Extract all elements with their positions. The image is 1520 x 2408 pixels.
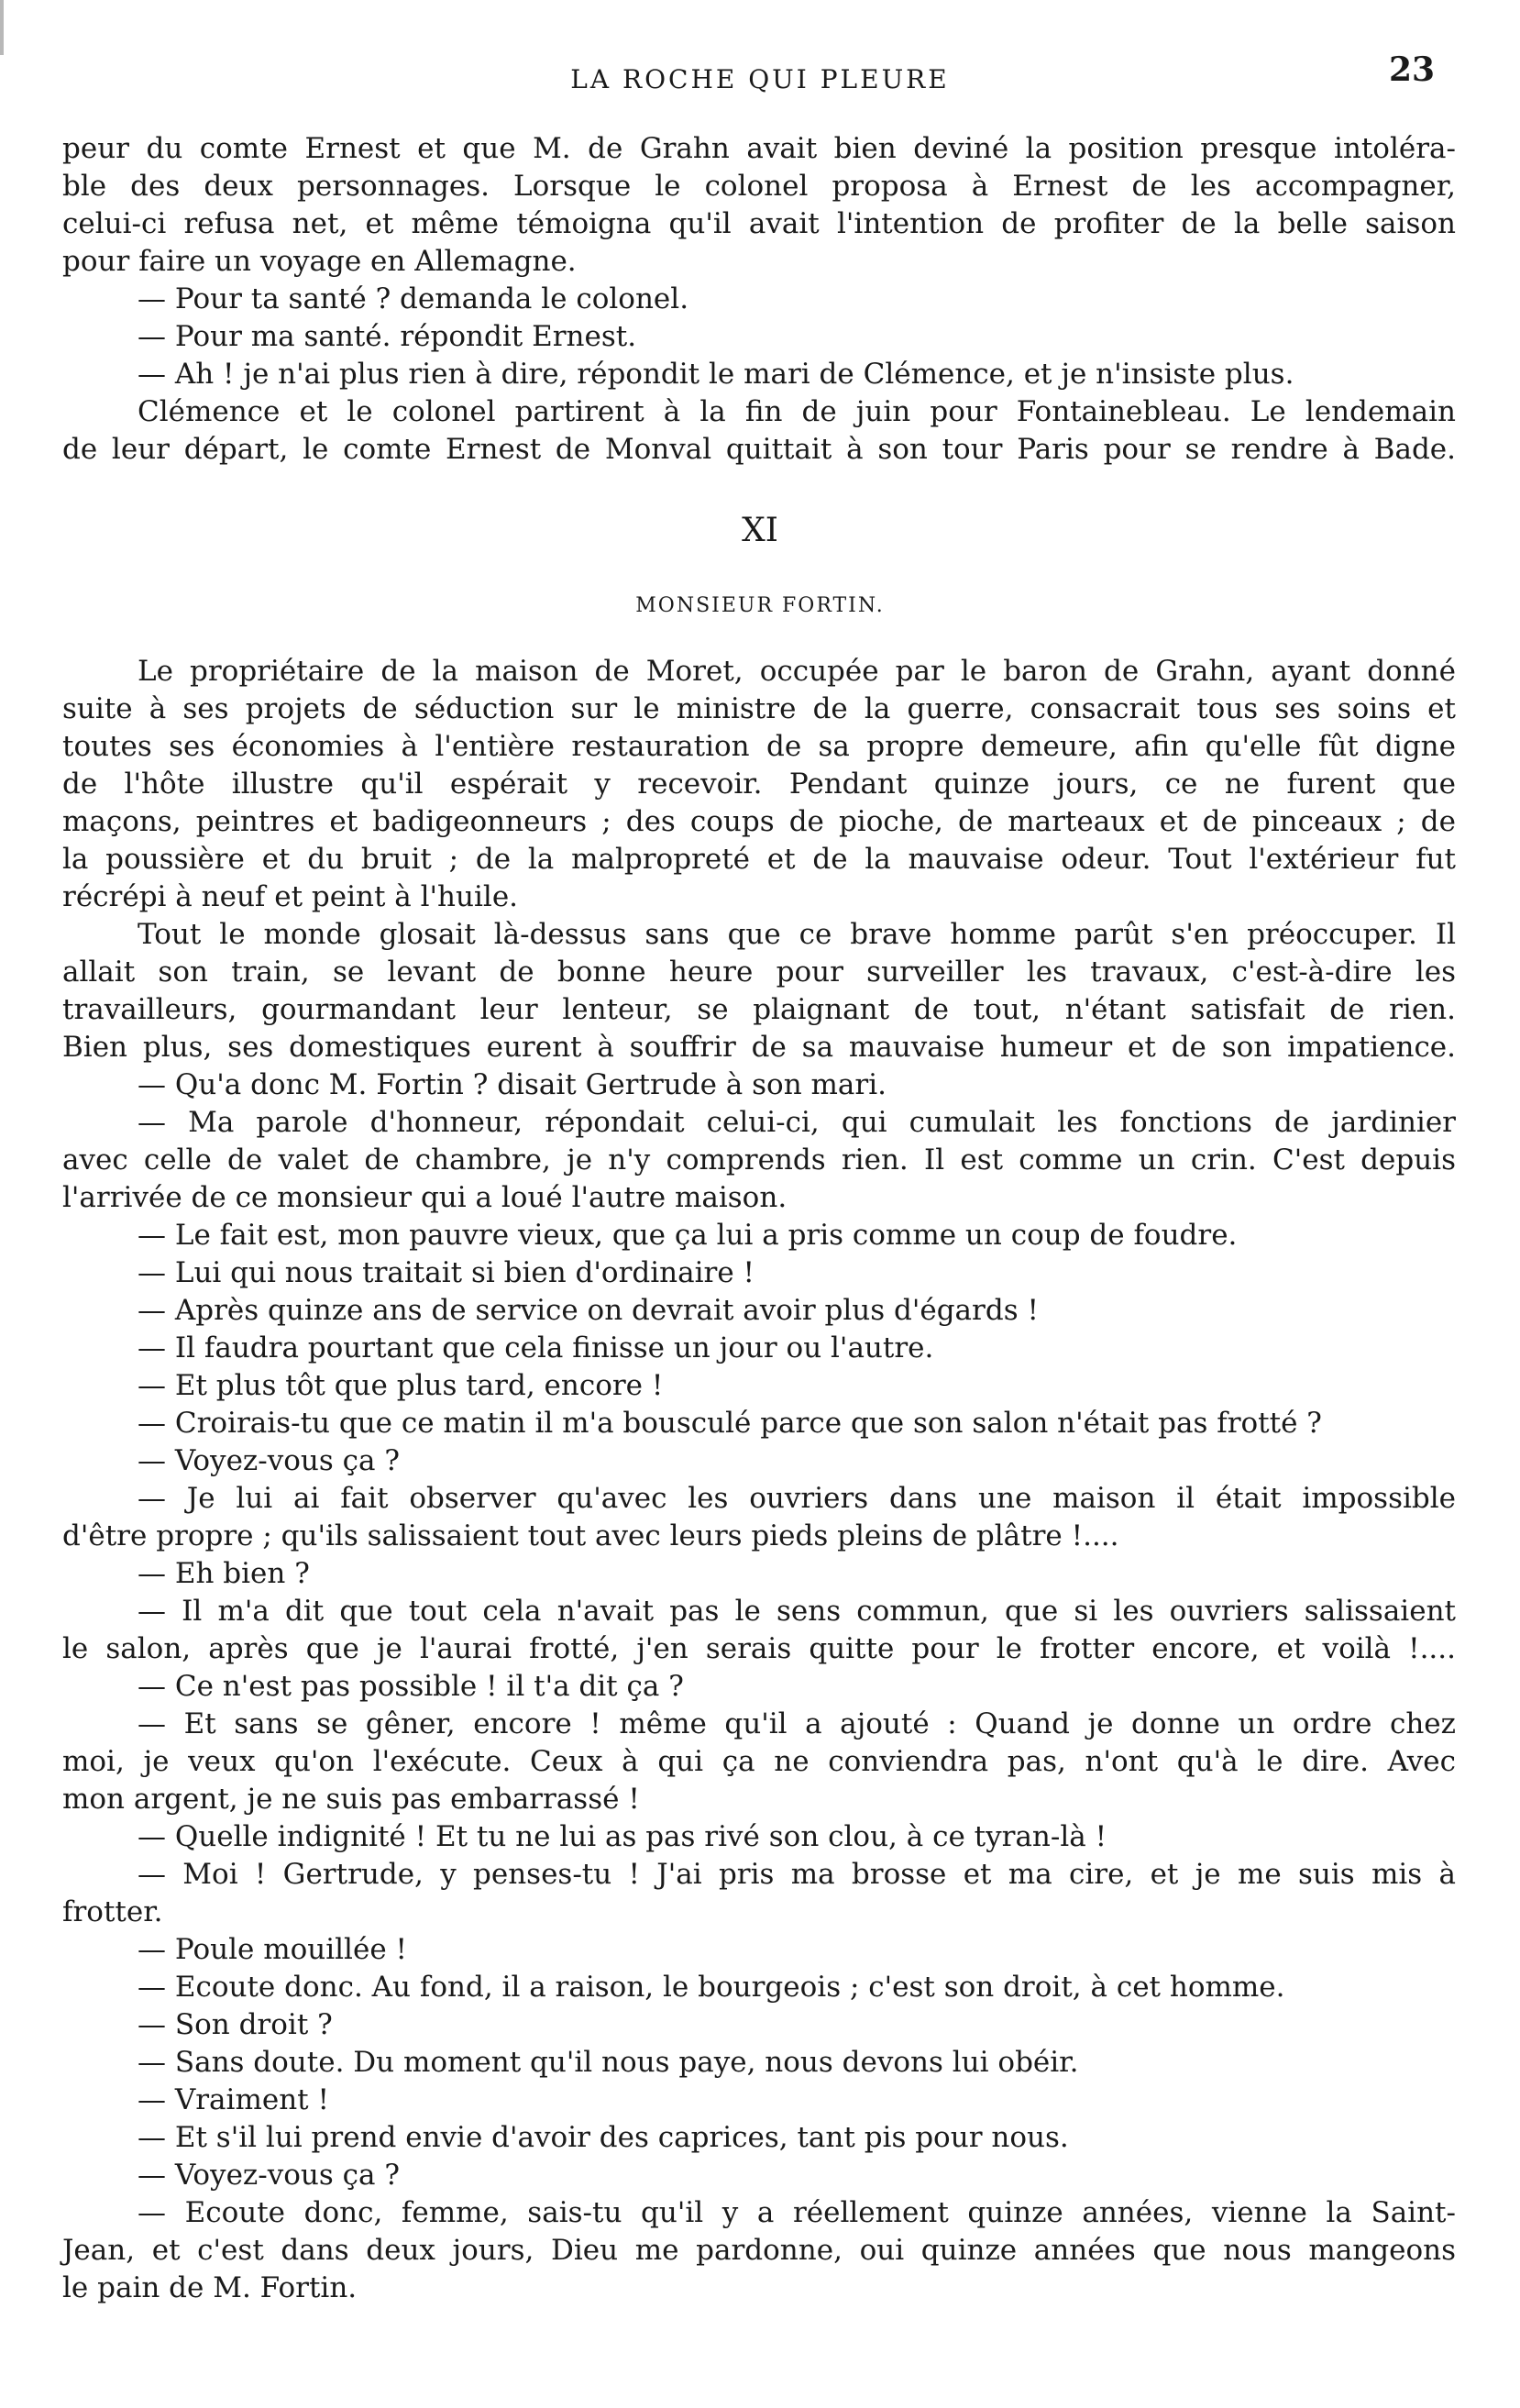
- text-line: allait son train, se levant de bonne heure pour surveiller les travaux, c'est-à-dire les: [62, 955, 1456, 989]
- text-line: — Croirais-tu que ce matin il m'a bousculé parce que son salon n'était pas frotté ?: [138, 1407, 1322, 1440]
- text-block-chapter: [62, 653, 1456, 2307]
- text-line: le pain de M. Fortin.: [62, 2271, 358, 2304]
- page-number: 23: [1389, 50, 1436, 89]
- text-line: travailleurs, gourmandant leur lenteur, se plaignant de tout, n'étant satisfait de rien.: [62, 993, 1456, 1026]
- text-line: — Ce n'est pas possible ! il t'a dit ça ?: [138, 1670, 684, 1703]
- text-line: — Sans doute. Du moment qu'il nous paye, nous devons lui obéir.: [138, 2046, 1079, 2079]
- text-line: Clémence et le colonel partirent à la fin de juin pour Fontainebleau. Le lendemain: [138, 395, 1456, 428]
- text-line: — Ecoute donc. Au fond, il a raison, le bourgeois ; c'est son droit, à cet homme.: [138, 1971, 1285, 2004]
- text-line: récrépi à neuf et peint à l'huile.: [62, 880, 519, 913]
- page-edge-mark: [0, 0, 4, 55]
- text-line: — Qu'a donc M. Fortin ? disait Gertrude à son mari.: [138, 1068, 887, 1101]
- text-line: — Et plus tôt que plus tard, encore !: [138, 1369, 664, 1402]
- text-line: moi, je veux qu'on l'exécute. Ceux à qui ça ne conviendra pas, n'ont qu'à le dire. Avec: [62, 1745, 1456, 1778]
- text-line: — Ah ! je n'ai plus rien à dire, répondit le mari de Clémence, et je n'insiste plus.: [138, 358, 1294, 391]
- text-line: — Ecoute donc, femme, sais-tu qu'il y a réellement quinze années, vienne la Saint-: [138, 2196, 1456, 2229]
- text-line: — Le fait est, mon pauvre vieux, que ça lui a pris comme un coup de foudre.: [138, 1219, 1238, 1252]
- chapter-title: MONSIEUR FORTIN.: [635, 594, 885, 617]
- text-line: — Pour ma santé. répondit Ernest.: [138, 320, 637, 353]
- text-line: — Eh bien ?: [138, 1557, 310, 1590]
- chapter-number: XI: [742, 512, 778, 549]
- text-line: — Après quinze ans de service on devrait avoir plus d'égards !: [138, 1294, 1039, 1327]
- text-line: le salon, après que je l'aurai frotté, j'en serais quitte pour le frotter encore, et voilà !....: [62, 1632, 1456, 1665]
- text-line: — Moi ! Gertrude, y penses-tu ! J'ai pris ma brosse et ma cire, et je me suis mis à: [138, 1858, 1456, 1891]
- text-line: l'arrivée de ce monsieur qui a loué l'autre maison.: [62, 1181, 788, 1214]
- text-line: — Pour ta santé ? demanda le colonel.: [138, 282, 689, 315]
- text-line: — Il m'a dit que tout cela n'avait pas le sens commun, que si les ouvriers salissaient: [138, 1595, 1456, 1628]
- text-line: Bien plus, ses domestiques eurent à souffrir de sa mauvaise humeur et de son impatience.: [62, 1031, 1456, 1064]
- text-line: — Ma parole d'honneur, répondait celui-ci, qui cumulait les fonctions de jardinier: [138, 1106, 1456, 1139]
- text-line: de leur départ, le comte Ernest de Monval quittait à son tour Paris pour se rendre à Bade.: [62, 433, 1456, 466]
- text-line: — Voyez-vous ça ?: [138, 1444, 400, 1477]
- text-line: de l'hôte illustre qu'il espérait y recevoir. Pendant quinze jours, ce ne furent que: [62, 768, 1456, 801]
- text-line: maçons, peintres et badigeonneurs ; des coups de pioche, de marteaux et de pinceaux ; de: [62, 805, 1456, 838]
- text-line: mon argent, je ne suis pas embarrassé !: [62, 1783, 640, 1816]
- text-line: — Je lui ai fait observer qu'avec les ouvriers dans une maison il était impossible: [138, 1482, 1456, 1515]
- text-line: celui-ci refusa net, et même témoigna qu'il avait l'intention de profiter de la belle saison: [62, 207, 1456, 240]
- text-line: d'être propre ; qu'ils salissaient tout avec leurs pieds pleins de plâtre !....: [62, 1519, 1119, 1552]
- text-line: — Voyez-vous ça ?: [138, 2159, 400, 2192]
- text-line: la poussière et du bruit ; de la malpropreté et de la mauvaise odeur. Tout l'extérieur fut: [62, 843, 1456, 876]
- text-line: — Il faudra pourtant que cela finisse un jour ou l'autre.: [138, 1331, 934, 1364]
- text-line: — Et s'il lui prend envie d'avoir des caprices, tant pis pour nous.: [138, 2121, 1069, 2154]
- text-line: suite à ses projets de séduction sur le ministre de la guerre, consacrait tous ses soins et: [62, 692, 1456, 725]
- text-line: peur du comte Ernest et que M. de Grahn avait bien deviné la position presque intoléra-: [62, 132, 1456, 165]
- text-line: ble des deux personnages. Lorsque le colonel proposa à Ernest de les accompagner,: [62, 170, 1456, 203]
- text-line: avec celle de valet de chambre, je n'y comprends rien. Il est comme un crin. C'est depuis: [62, 1143, 1456, 1176]
- text-block-top: [62, 130, 1456, 469]
- text-line: — Et sans se gêner, encore ! même qu'il a ajouté : Quand je donne un ordre chez: [138, 1707, 1456, 1740]
- text-line: — Vraiment !: [138, 2083, 329, 2116]
- text-line: — Lui qui nous traitait si bien d'ordinaire !: [138, 1256, 754, 1289]
- text-line: — Son droit ?: [138, 2008, 333, 2041]
- text-line: pour faire un voyage en Allemagne.: [62, 245, 577, 278]
- text-line: Le propriétaire de la maison de Moret, occupée par le baron de Grahn, ayant donné: [138, 655, 1456, 688]
- text-line: frotter.: [62, 1895, 163, 1928]
- text-line: — Quelle indignité ! Et tu ne lui as pas rivé son clou, à ce tyran-là !: [138, 1820, 1107, 1853]
- text-line: — Poule mouillée !: [138, 1933, 407, 1966]
- text-line: Jean, et c'est dans deux jours, Dieu me pardonne, oui quinze années que nous mangeons: [62, 2234, 1456, 2267]
- text-line: Tout le monde glosait là-dessus sans que ce brave homme parût s'en préoccuper. Il: [138, 918, 1456, 951]
- text-line: toutes ses économies à l'entière restauration de sa propre demeure, afin qu'elle fût digne: [62, 730, 1456, 763]
- running-header-title: LA ROCHE QUI PLEURE: [570, 64, 950, 94]
